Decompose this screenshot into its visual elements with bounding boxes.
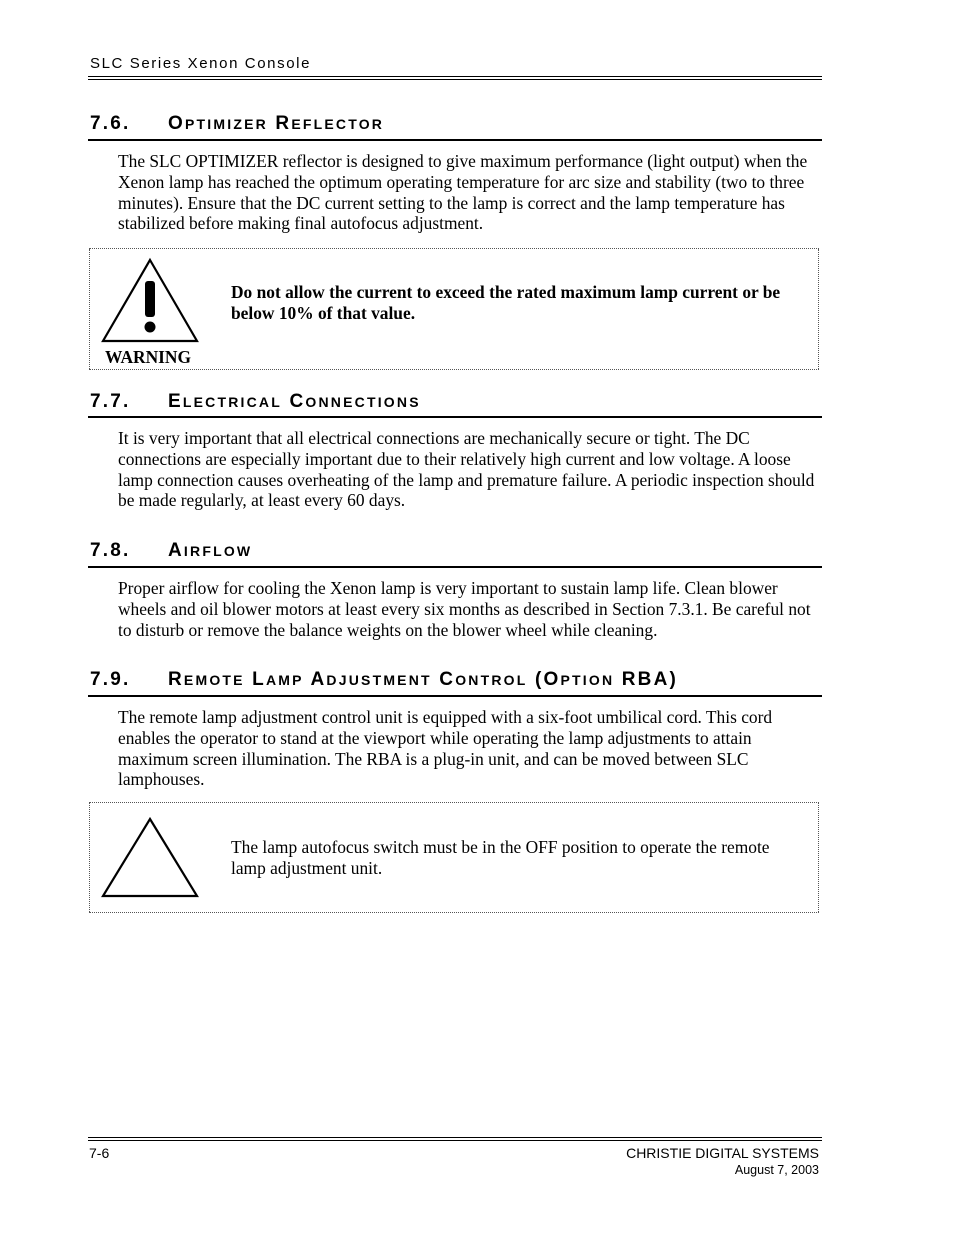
section-title: OPTIMIZER REFLECTOR bbox=[168, 113, 385, 134]
section-body-7-7: It is very important that all electrical connections are mechanically secure or tight. The DC connections are especially important due to their relatively high current and low voltage. A loose lamp connection causes overheating of the lamp and premature failure. A periodic inspection should be made regularly, at least every 60 days. bbox=[118, 428, 815, 511]
note-text: The lamp autofocus switch must be in the OFF position to operate the remote lamp adjustment unit. bbox=[231, 837, 770, 878]
footer-right bbox=[626, 1145, 819, 1179]
section-heading-7-9 bbox=[90, 669, 820, 691]
section-number: 7.7. bbox=[90, 391, 131, 412]
heading-rule bbox=[88, 566, 822, 568]
section-body-7-8: Proper airflow for cooling the Xenon lamp is very important to sustain lamp life. Clean blower wheels and oil blower motors at least every six months as described in Section 7.3.1. Be careful not to disturb or remove the balance weights on the blower wheel while cleaning. bbox=[118, 578, 811, 640]
running-header: SLC Series Xenon Console bbox=[90, 55, 312, 72]
section-number: 7.8. bbox=[90, 540, 131, 561]
section-heading-7-6 bbox=[90, 113, 820, 135]
heading-rule bbox=[88, 416, 822, 418]
footer-date: August 7, 2003 bbox=[734, 1163, 819, 1177]
section-body-7-6: The SLC OPTIMIZER reflector is designed to give maximum performance (light output) when the Xenon lamp has reached the optimum operating temperature for arc size and stability (two to three minutes). Ensure that the DC current setting to the lamp is correct and the lamp temperature has stabilized before making final autofocus adjustment. bbox=[118, 151, 808, 234]
warning-triangle-icon bbox=[100, 257, 200, 345]
warning-box bbox=[89, 248, 819, 370]
page-number: 7-6 bbox=[89, 1145, 110, 1161]
note-box bbox=[89, 802, 819, 913]
company-name: CHRISTIE DIGITAL SYSTEMS bbox=[626, 1145, 819, 1161]
heading-rule bbox=[88, 695, 822, 697]
section-body-7-9: The remote lamp adjustment control unit is equipped with a six-foot umbilical cord. This cord enables the operator to stand at the viewport while operating the lamp adjustments to attain maximum screen illumination. The RBA is a plug-in unit, and can be moved between SLC lamphouses. bbox=[118, 707, 773, 790]
warning-text: Do not allow the current to exceed the rated maximum lamp current or be below 10% of that value. bbox=[231, 282, 781, 323]
footer-rule-top bbox=[88, 1137, 822, 1138]
footer-rule-bottom bbox=[88, 1140, 822, 1141]
section-title: REMOTE LAMP ADJUSTMENT CONTROL (OPTION RBA) bbox=[168, 669, 679, 690]
heading-rule bbox=[88, 139, 822, 141]
section-number: 7.9. bbox=[90, 669, 131, 690]
section-heading-7-8 bbox=[90, 540, 820, 562]
section-heading-7-7 bbox=[90, 391, 820, 413]
caution-triangle-icon bbox=[100, 816, 200, 900]
warning-icon-cell bbox=[89, 249, 230, 369]
section-title: AIRFLOW bbox=[168, 540, 253, 561]
header-rule-bottom bbox=[88, 79, 822, 80]
section-title: ELECTRICAL CONNECTIONS bbox=[168, 391, 421, 412]
section-number: 7.6. bbox=[90, 113, 131, 134]
note-icon-cell bbox=[89, 803, 230, 912]
header-rule-top bbox=[88, 76, 822, 77]
warning-label: WARNING bbox=[105, 347, 191, 367]
